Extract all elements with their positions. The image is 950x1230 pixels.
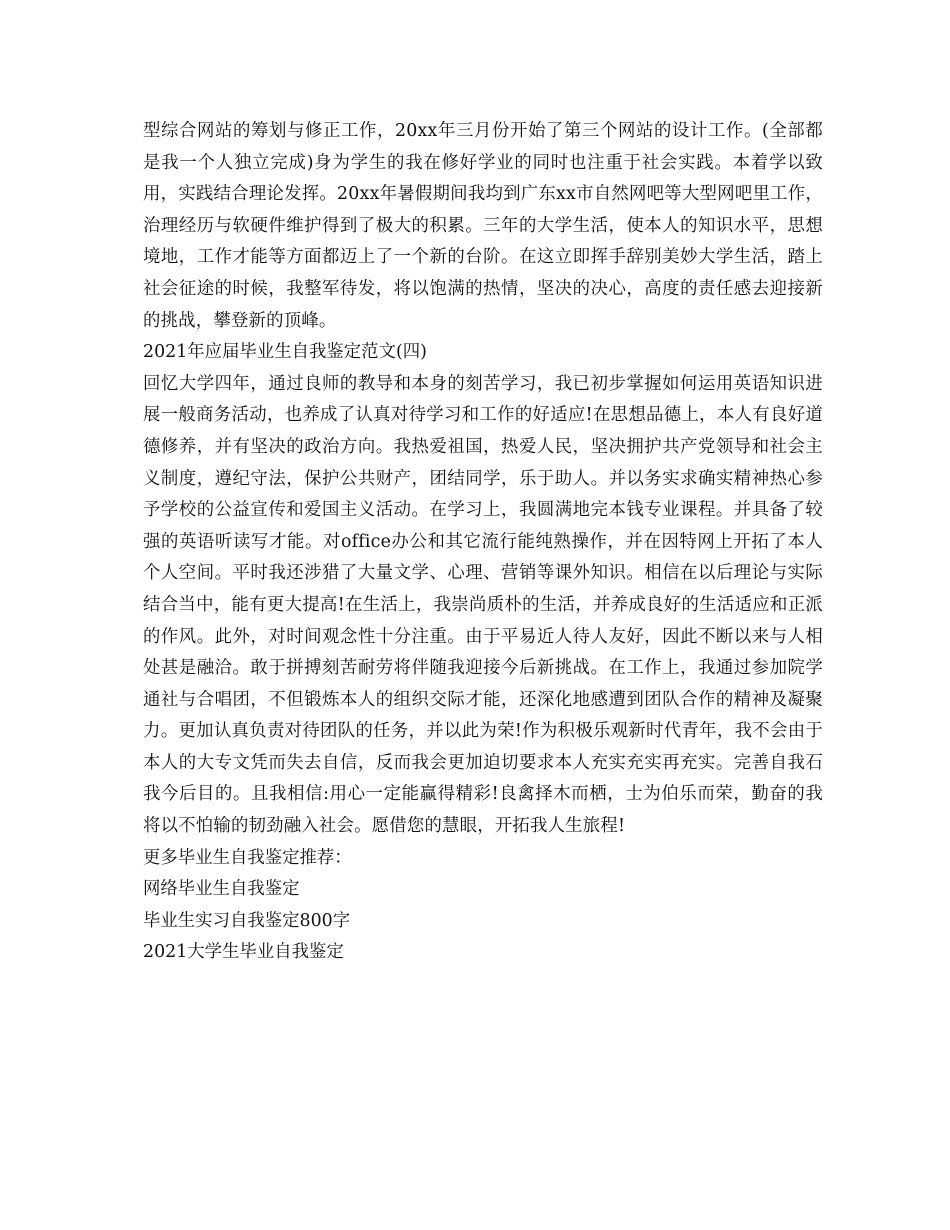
recommendation-link-1[interactable]: 网络毕业生自我鉴定 bbox=[143, 879, 300, 900]
paragraph-intro: 型综合网站的筹划与修正工作，20xx年三月份开始了第三个网站的设计工作。(全部都是我一个人独立完成)身为学生的我在修好学业的同时也注重于社会实践。本着学以致用，实践结合理论发挥。20xx年暑假期间我均到广东xx市自然网吧等大型网吧里工作，治理经历与软硬件维护得到了极大的积累。三年的大学生活，使本人的知识水平，思想境地，工作才能等方面都迈上了一个新的台阶。在这立即挥手辞别美妙大学生活，踏上社会征途的时候，我整军待发，将以饱满的热情，坚决的决心，高度的责任感去迎接新的挑战，攀登新的顶峰。 bbox=[143, 121, 823, 331]
section-heading: 2021年应届毕业生自我鉴定范文(四) bbox=[143, 342, 427, 363]
paragraph-self-assessment: 回忆大学四年，通过良师的教导和本身的刻苦学习，我已初步掌握如何运用英语知识进展一般商务活动，也养成了认真对待学习和工作的好适应!在思想品德上，本人有良好道德修养，并有坚决的政治方向。我热爱祖国，热爱人民，坚决拥护共产党领导和社会主义制度，遵纪守法，保护公共财产，团结同学，乐于助人。并以务实求确实精神热心参予学校的公益宣传和爱国主义活动。在学习上，我圆满地完本钱专业课程。并具备了较强的英语听读写才能。对office办公和其它流行能纯熟操作，并在因特网上开拓了本人个人空间。平时我还涉猎了大量文学、心理、营销等课外知识。相信在以后理论与实际结合当中，能有更大提高!在生活上，我崇尚质朴的生活，并养成良好的生活适应和正派的作风。此外，对时间观念性十分注重。由于平易近人待人友好，因此不断以来与人相处甚是融洽。敢于拼搏刻苦耐劳将伴随我迎接今后新挑战。在工作上，我通过参加院学通社与合唱团，不但锻炼本人的组织交际才能，还深化地感遭到团队合作的精神及凝聚力。更加认真负责对待团队的任务，并以此为荣!作为积极乐观新时代青年，我不会由于本人的大专文凭而失去自信，反而我会更加迫切要求本人充实充实再充实。完善自我石我今后目的。且我相信:用心一定能赢得精彩!良禽择木而栖，士为伯乐而荣，勤奋的我将以不怕输的韧劲融入社会。愿借您的慧眼，开拓我人生旅程! bbox=[143, 373, 823, 837]
recommendation-link-3[interactable]: 2021大学生毕业自我鉴定 bbox=[143, 942, 344, 963]
recommendation-link-2[interactable]: 毕业生实习自我鉴定800字 bbox=[143, 910, 351, 931]
document-page bbox=[143, 116, 823, 969]
more-recommendations-title: 更多毕业生自我鉴定推荐： bbox=[143, 847, 352, 868]
